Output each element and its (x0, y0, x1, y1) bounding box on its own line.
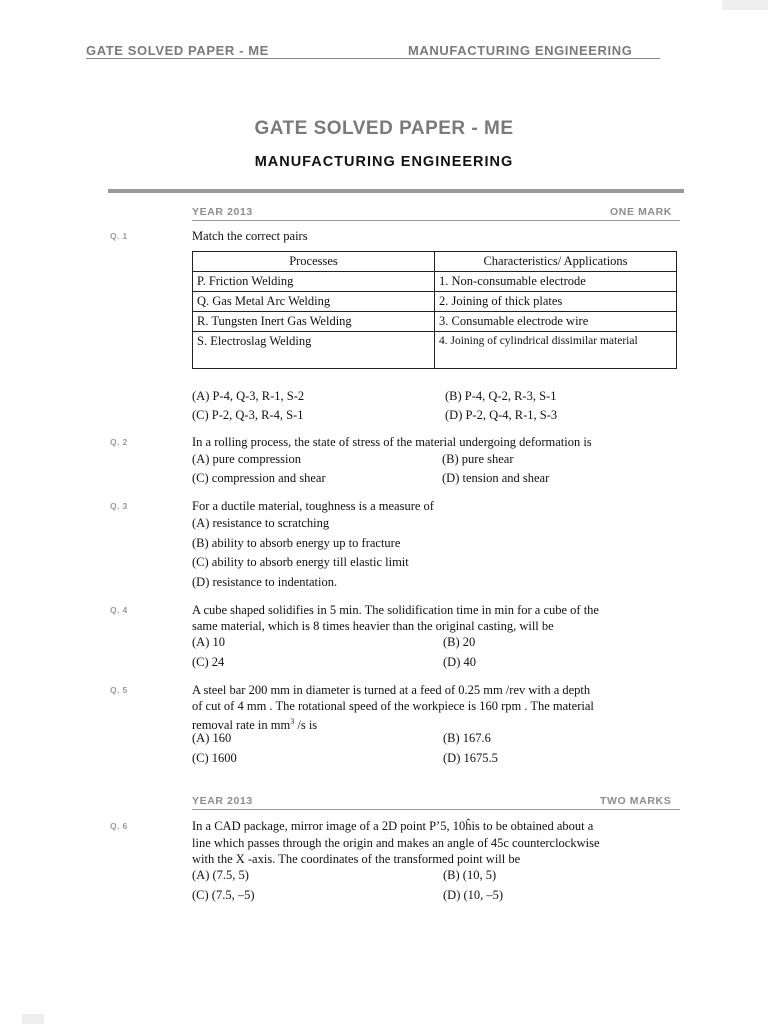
option-b: (B) ability to absorb energy up to fracture (192, 536, 401, 550)
question-number: Q. 6 (110, 821, 128, 831)
section-marks: ONE MARK (610, 206, 672, 218)
option-a: (A) pure compression (192, 452, 301, 466)
option-d: (D) P-2, Q-4, R-1, S-3 (445, 408, 558, 422)
table-row (193, 312, 677, 332)
option-d: (D) (10, –5) (443, 888, 504, 902)
table-header-processes: Processes (193, 252, 435, 272)
option-a: (A) resistance to scratching (192, 516, 330, 530)
page-corner-mark (22, 1014, 44, 1024)
option-b: (B) P-4, Q-2, R-3, S-1 (445, 389, 557, 403)
question-number: Q. 1 (110, 231, 128, 241)
matching-table (192, 251, 677, 369)
question-number: Q. 2 (110, 437, 128, 447)
question-number: Q. 4 (110, 605, 128, 615)
option-c: (C) P-2, Q-3, R-4, S-1 (192, 408, 304, 422)
table-cell: 3. Consumable electrode wire (435, 312, 677, 332)
table-row (193, 272, 677, 292)
question-text-line: of cut of 4 mm . The rotational speed of the workpiece is 160 rpm . The material (192, 699, 594, 713)
text-segment: removal rate in mm (192, 718, 291, 733)
section-rule (192, 809, 680, 810)
header-rule (86, 58, 660, 59)
text-segment: /s is (294, 718, 318, 733)
option-c: (C) ability to absorb energy till elastic limit (192, 555, 409, 569)
running-header-left: GATE SOLVED PAPER - ME (86, 43, 269, 58)
table-row (193, 332, 677, 369)
option-a: (A) (7.5, 5) (192, 868, 249, 882)
option-b: (B) 20 (443, 635, 476, 649)
running-header-right: MANUFACTURING ENGINEERING (408, 43, 633, 58)
table-header-characteristics: Characteristics/ Applications (435, 252, 677, 272)
option-b: (B) 167.6 (443, 731, 491, 745)
option-c: (C) (7.5, –5) (192, 888, 255, 902)
section-year: YEAR 2013 (192, 206, 253, 218)
option-c: (C) compression and shear (192, 471, 326, 485)
option-d: (D) resistance to indentation. (192, 575, 338, 589)
table-cell: 1. Non-consumable electrode (435, 272, 677, 292)
question-text-line: In a CAD package, mirror image of a 2D point P’5, 10ĥis to be obtained about a (192, 819, 594, 833)
page-title: GATE SOLVED PAPER - ME (254, 118, 514, 139)
title-rule (108, 189, 684, 193)
option-a: (A) P-4, Q-3, R-1, S-2 (192, 389, 305, 403)
section-year: YEAR 2013 (192, 795, 253, 807)
option-a: (A) 160 (192, 731, 232, 745)
option-d: (D) 40 (443, 655, 476, 669)
table-header-row (193, 252, 677, 272)
table-cell: Q. Gas Metal Arc Welding (193, 292, 435, 312)
question-text: In a rolling process, the state of stress of the material undergoing deformation is (192, 435, 592, 449)
question-text: For a ductile material, toughness is a measure of (192, 499, 434, 513)
option-a: (A) 10 (192, 635, 225, 649)
table-cell: R. Tungsten Inert Gas Welding (193, 312, 435, 332)
option-b: (B) pure shear (442, 452, 514, 466)
question-text-line: line which passes through the origin and makes an angle of 45c counterclockwise (192, 836, 600, 850)
option-c: (C) 24 (192, 655, 225, 669)
option-d: (D) 1675.5 (443, 751, 498, 765)
question-number: Q. 3 (110, 501, 128, 511)
superscript: 3 (290, 717, 295, 726)
question-text-line: A cube shaped solidifies in 5 min. The solidification time in min for a cube of the (192, 603, 599, 617)
option-b: (B) (10, 5) (443, 868, 497, 882)
question-text-line: same material, which is 8 times heavier than the original casting, will be (192, 619, 554, 633)
section-marks: TWO MARKS (600, 795, 672, 807)
question-text-line: A steel bar 200 mm in diameter is turned at a feed of 0.25 mm /rev with a depth (192, 683, 591, 697)
table-cell: 2. Joining of thick plates (435, 292, 677, 312)
table-cell: P. Friction Welding (193, 272, 435, 292)
question-text: Match the correct pairs (192, 229, 308, 243)
table-cell: 4. Joining of cylindrical dissimilar material (435, 332, 677, 369)
question-number: Q. 5 (110, 685, 128, 695)
option-c: (C) 1600 (192, 751, 237, 765)
option-d: (D) tension and shear (442, 471, 550, 485)
page-corner-mark (722, 0, 768, 10)
question-text-line: with the X -axis. The coordinates of the transformed point will be (192, 852, 521, 866)
table-row (193, 292, 677, 312)
table-cell: S. Electroslag Welding (193, 332, 435, 369)
section-rule (192, 220, 680, 221)
page-subtitle: MANUFACTURING ENGINEERING (254, 154, 514, 170)
